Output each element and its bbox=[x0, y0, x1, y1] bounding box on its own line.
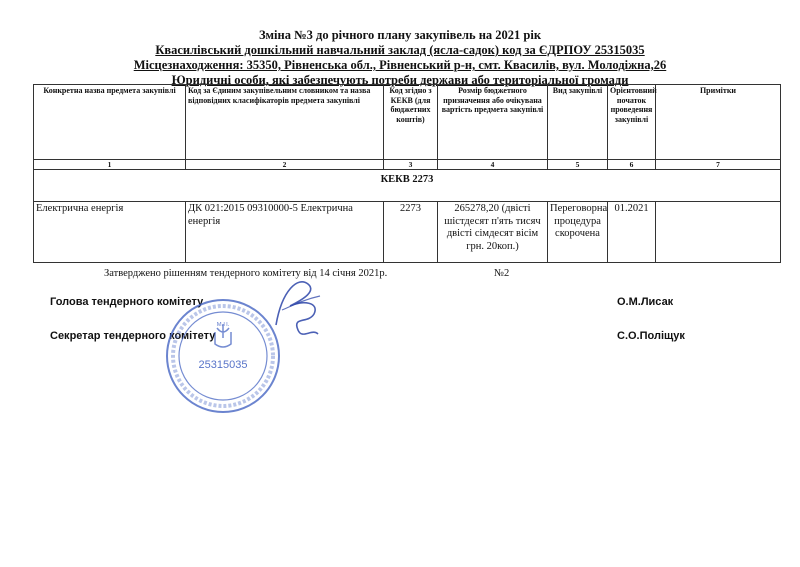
cell-start: 01.2021 bbox=[608, 202, 656, 263]
stamp-mp: М.П. bbox=[216, 322, 230, 328]
approval-number: №2 bbox=[494, 268, 510, 279]
cell-name: Електрична енергія bbox=[34, 202, 186, 263]
official-stamp bbox=[163, 296, 283, 416]
table-row bbox=[34, 202, 781, 263]
col-number: 2 bbox=[186, 160, 384, 170]
col-header-notes: Примітки bbox=[656, 85, 781, 160]
document-header bbox=[20, 28, 780, 88]
approval-text: Затверджено рішенням тендерного комітету від 14 січня 2021р. bbox=[104, 268, 388, 279]
col-header-kekv: Код згідно з КЕКВ (для бюджетних коштів) bbox=[384, 85, 438, 160]
header-organization: Квасилівський дошкільний навчальний заклад (ясла-садок) код за ЄДРПОУ 25315035 bbox=[155, 43, 645, 57]
col-number: 3 bbox=[384, 160, 438, 170]
column-numbers-row bbox=[34, 160, 781, 170]
signature-role-secretary: Секретар тендерного комітету bbox=[50, 330, 216, 342]
col-number: 1 bbox=[34, 160, 186, 170]
cell-amount: 265278,20 (двісті шістдесят п'ять тисяч двісті сімдесят вісім грн. 20коп.) bbox=[438, 202, 548, 263]
col-number: 4 bbox=[438, 160, 548, 170]
col-header-amount: Розмір бюджетного призначення або очікувана вартість предмета закупівлі bbox=[438, 85, 548, 160]
approval-line bbox=[104, 268, 510, 279]
col-number: 5 bbox=[548, 160, 608, 170]
col-header-name: Конкретна назва предмета закупівлі bbox=[34, 85, 186, 160]
col-number: 6 bbox=[608, 160, 656, 170]
signature-role-chair: Голова тендерного комітету bbox=[50, 296, 204, 308]
cell-code: ДК 021:2015 09310000-5 Електрична енергія bbox=[186, 202, 384, 263]
section-row bbox=[34, 170, 781, 202]
header-address: Місцезнаходження: 35350, Рівненська обл., Рівненський р-н, смт. Квасилів, вул. Молодіжна,26 bbox=[133, 58, 667, 72]
procurement-plan-table bbox=[33, 84, 781, 263]
col-header-type: Вид закупівлі bbox=[548, 85, 608, 160]
signature-name-secretary: С.О.Поліщук bbox=[617, 330, 685, 342]
stamp-code: 25315035 bbox=[198, 359, 248, 371]
col-header-code: Код за Єдиним закупівельним словником та назва відповідних класифікаторів предмета закупівлі bbox=[186, 85, 384, 160]
cell-type: Переговорна процедура скорочена bbox=[548, 202, 608, 263]
header-title: Зміна №3 до річного плану закупівель на 2021 рік bbox=[258, 28, 542, 42]
section-title: КЕКВ 2273 bbox=[34, 170, 781, 202]
header-entity-type: Юридичні особи, які забезпечують потреби держави або територіальної громади bbox=[171, 73, 629, 87]
signature-name-chair: О.М.Лисак bbox=[617, 296, 674, 308]
cell-kekv: 2273 bbox=[384, 202, 438, 263]
col-header-start: Орієнтовний початок проведення закупівлі bbox=[608, 85, 656, 160]
col-number: 7 bbox=[656, 160, 781, 170]
handwritten-signature bbox=[268, 270, 328, 350]
cell-notes bbox=[656, 202, 781, 263]
table-header-row bbox=[34, 85, 781, 160]
